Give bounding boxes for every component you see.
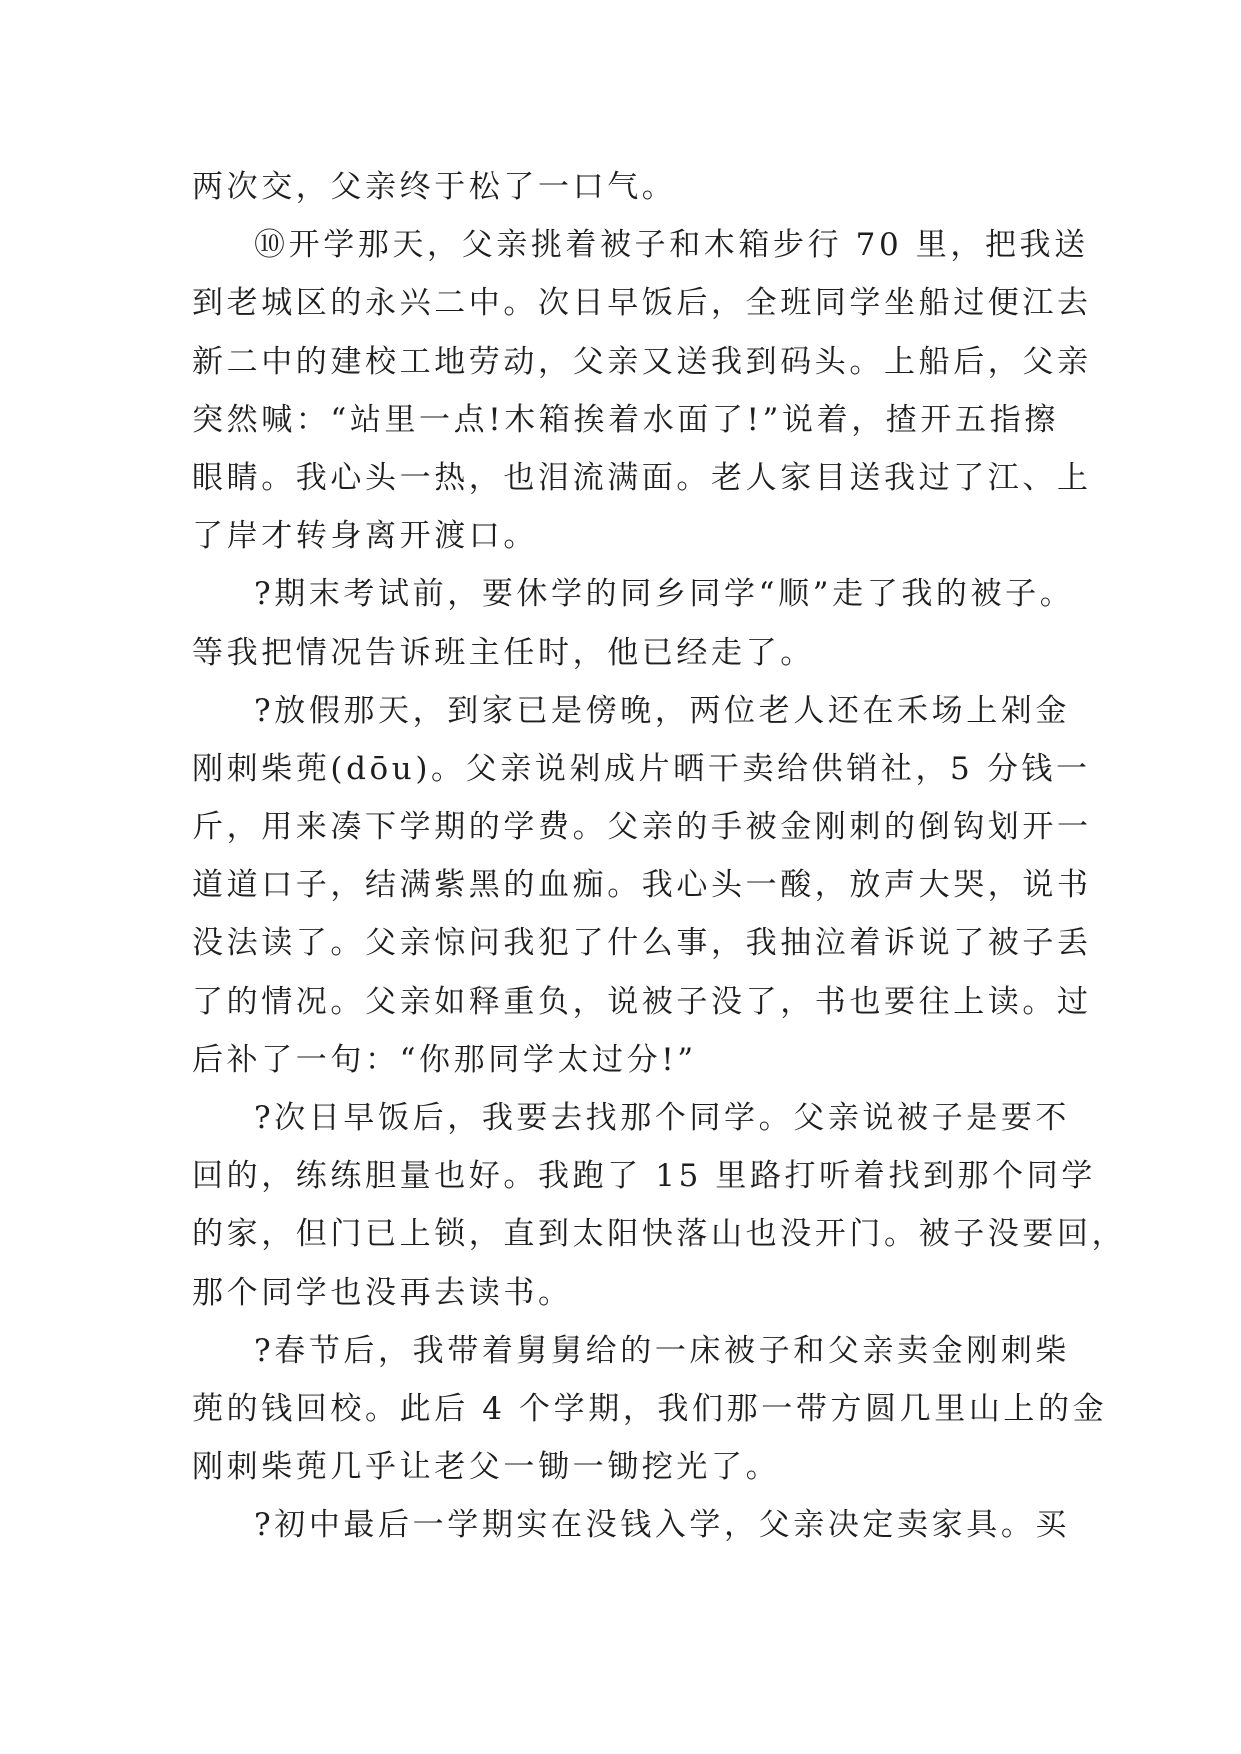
- body-text: [192, 158, 1127, 1555]
- text-line: ?次日早饭后，我要去找那个同学。父亲说被子是要不: [254, 1100, 1071, 1136]
- text-line: 回的，练练胆量也好。我跑了 15 里路打听着找到那个同学: [192, 1158, 1096, 1195]
- text-line: 道道口子，结满紫黑的血痂。我心头一酸，放声大哭，说书: [192, 867, 1092, 904]
- text-line: 后补了一句：“你那同学太过分!”: [192, 1041, 697, 1078]
- text-line: 新二中的建校工地劳动，父亲又送我到码头。上船后，父亲: [192, 343, 1092, 380]
- text-line: 斤，用来凑下学期的学费。父亲的手被金刚刺的倒钩划开一: [192, 809, 1092, 846]
- text-line: ?放假那天，到家已是傍晚，两位老人还在禾场上剁金: [254, 692, 1071, 729]
- text-line: ?期末考试前，要休学的同乡同学“顺”走了我的被子。: [254, 576, 1075, 613]
- text-line: 突然喊：“站里一点!木箱挨着水面了!”说着，揸开五指擦: [192, 401, 1059, 438]
- text-line: ?春节后，我带着舅舅给的一床被子和父亲卖金刚刺柴: [254, 1332, 1071, 1369]
- text-line: 等我把情况告诉班主任时，他已经走了。: [192, 634, 815, 671]
- text-line: ?初中最后一学期实在没钱入学，父亲决定卖家具。买: [254, 1507, 1071, 1544]
- text-line: 两次交，父亲终于松了一口气。: [192, 169, 677, 205]
- text-line: ⑩开学那天，父亲挑着被子和木箱步行 70 里，把我送: [254, 227, 1089, 264]
- text-line: 的家，但门已上锁，直到太阳快落山也没开门。被子没要回，: [192, 1216, 1127, 1253]
- text-line: 蔸的钱回校。此后 4 个学期，我们那一带方圆几里山上的金: [192, 1390, 1108, 1427]
- text-line: 刚刺柴蔸(dōu)。父亲说剁成片晒干卖给供销社，5 分钱一: [192, 750, 1091, 787]
- text-line: 眼睛。我心头一热，也泪流满面。老人家目送我过了江、上: [192, 459, 1092, 496]
- text-line: 到老城区的永兴二中。次日早饭后，全班同学坐船过便江去: [192, 285, 1092, 322]
- text-line: 那个同学也没再去读书。: [192, 1274, 573, 1311]
- text-line: 没法读了。父亲惊问我犯了什么事，我抽泣着诉说了被子丢: [192, 925, 1092, 962]
- text-line: 了的情况。父亲如释重负，说被子没了，书也要往上读。过: [192, 983, 1092, 1020]
- text-line: 刚刺柴蔸几乎让老父一锄一锄挖光了。: [192, 1449, 781, 1486]
- text-line: 了岸才转身离开渡口。: [192, 518, 538, 555]
